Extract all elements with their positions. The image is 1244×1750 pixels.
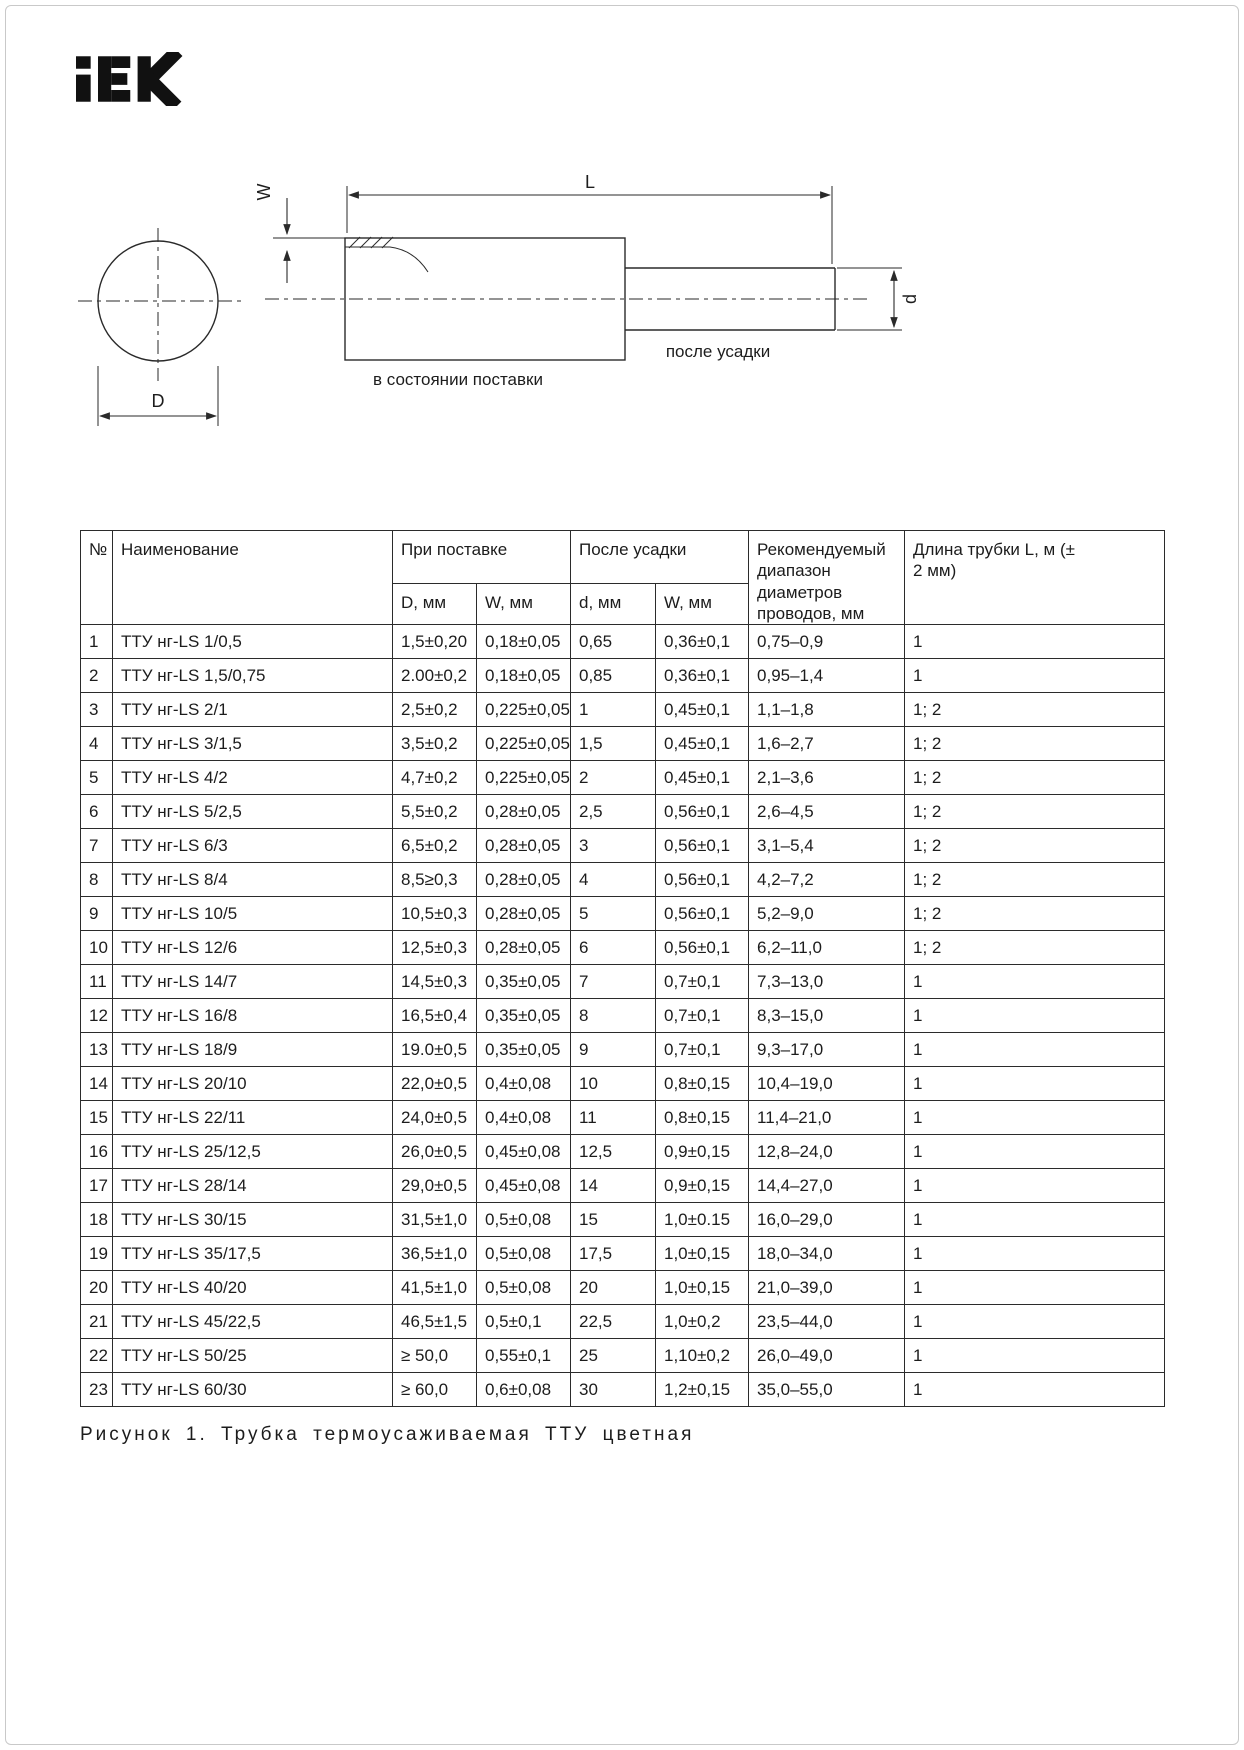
table-cell: 14,5±0,3 (393, 965, 477, 999)
table-row (81, 761, 1165, 795)
table-cell: 1,0±0,15 (656, 1271, 749, 1305)
table-cell: 0,5±0,08 (477, 1203, 571, 1237)
table-cell: 0,9±0,15 (656, 1135, 749, 1169)
table-row (81, 897, 1165, 931)
technical-drawing (70, 148, 950, 448)
table-cell: 2,5 (571, 795, 656, 829)
table-cell: 0,45±0,08 (477, 1135, 571, 1169)
table-row (81, 1271, 1165, 1305)
table-cell: 14 (571, 1169, 656, 1203)
table-cell: 0,7±0,1 (656, 965, 749, 999)
table-row (81, 1169, 1165, 1203)
table-cell: 46,5±1,5 (393, 1305, 477, 1339)
table-cell: 13 (81, 1033, 113, 1067)
table-cell: 2,1–3,6 (749, 761, 905, 795)
table-cell: 1; 2 (905, 693, 1165, 727)
table-cell: ТТУ нг-LS 14/7 (113, 965, 393, 999)
table-cell: 0,7±0,1 (656, 1033, 749, 1067)
table-cell: ≥ 60,0 (393, 1373, 477, 1407)
table-cell: 0,18±0,05 (477, 659, 571, 693)
table-cell: 0,6±0,08 (477, 1373, 571, 1407)
table-cell: 7 (571, 965, 656, 999)
table-cell: 0,45±0,1 (656, 727, 749, 761)
table-cell: 14,4–27,0 (749, 1169, 905, 1203)
table-cell: 0,45±0,08 (477, 1169, 571, 1203)
table-cell: 15 (81, 1101, 113, 1135)
table-cell: 6,5±0,2 (393, 829, 477, 863)
table-cell: 1 (905, 1101, 1165, 1135)
table-row (81, 625, 1165, 659)
col-header-D-mm: D, мм (393, 583, 477, 624)
table-cell: 1,10±0,2 (656, 1339, 749, 1373)
table-cell: 4,2–7,2 (749, 863, 905, 897)
table-cell: ТТУ нг-LS 20/10 (113, 1067, 393, 1101)
table-cell: 5 (81, 761, 113, 795)
col-header-range: Рекомендуемый диапазон диаметров проводов, мм (749, 531, 905, 625)
table-cell: 20 (571, 1271, 656, 1305)
table-cell: 23 (81, 1373, 113, 1407)
table-row (81, 693, 1165, 727)
table-cell: ТТУ нг-LS 28/14 (113, 1169, 393, 1203)
table-cell: 0,75–0,9 (749, 625, 905, 659)
table-row (81, 863, 1165, 897)
table-cell: 4 (81, 727, 113, 761)
table-cell: 8 (571, 999, 656, 1033)
table-cell: 0,4±0,08 (477, 1067, 571, 1101)
table-cell: ТТУ нг-LS 50/25 (113, 1339, 393, 1373)
table-cell: 1; 2 (905, 761, 1165, 795)
table-cell: 9 (571, 1033, 656, 1067)
table-cell: 2 (81, 659, 113, 693)
table-cell: 1,6–2,7 (749, 727, 905, 761)
table-cell: 0,18±0,05 (477, 625, 571, 659)
table-cell: 16 (81, 1135, 113, 1169)
table-cell: 1; 2 (905, 727, 1165, 761)
table-cell: ТТУ нг-LS 18/9 (113, 1033, 393, 1067)
table-cell: ТТУ нг-LS 3/1,5 (113, 727, 393, 761)
table-cell: 22,0±0,5 (393, 1067, 477, 1101)
table-cell: 4,7±0,2 (393, 761, 477, 795)
table-cell: 2 (571, 761, 656, 795)
table-cell: 1,5 (571, 727, 656, 761)
table-row (81, 829, 1165, 863)
table-cell: 3 (81, 693, 113, 727)
table-row (81, 1101, 1165, 1135)
table-cell: 1 (905, 625, 1165, 659)
table-cell: 0,35±0,05 (477, 999, 571, 1033)
table-row (81, 1203, 1165, 1237)
table-row (81, 999, 1165, 1033)
table-cell: 2,5±0,2 (393, 693, 477, 727)
table-cell: 0,56±0,1 (656, 863, 749, 897)
table-cell: 1,2±0,15 (656, 1373, 749, 1407)
table-cell: 6 (81, 795, 113, 829)
table-cell: 5 (571, 897, 656, 931)
table-cell: 0,56±0,1 (656, 897, 749, 931)
table-cell: 1 (905, 1237, 1165, 1271)
table-cell: 2,6–4,5 (749, 795, 905, 829)
table-cell: 1,1–1,8 (749, 693, 905, 727)
table-cell: 7 (81, 829, 113, 863)
table-cell: 0,28±0,05 (477, 829, 571, 863)
table-cell: 10 (81, 931, 113, 965)
table-cell: 12,8–24,0 (749, 1135, 905, 1169)
table-cell: 4 (571, 863, 656, 897)
table-cell: 1 (905, 1203, 1165, 1237)
table-cell: 0,35±0,05 (477, 965, 571, 999)
table-row (81, 1067, 1165, 1101)
dimension-d-label: d (900, 293, 920, 305)
table-cell: 1 (905, 999, 1165, 1033)
table-cell: ТТУ нг-LS 25/12,5 (113, 1135, 393, 1169)
table-cell: 0,4±0,08 (477, 1101, 571, 1135)
table-cell: 1; 2 (905, 863, 1165, 897)
table-cell: 0,225±0,05 (477, 693, 571, 727)
table-cell: 2.00±0,2 (393, 659, 477, 693)
after-shrink-label: после усадки (665, 342, 771, 361)
table-cell: 1; 2 (905, 795, 1165, 829)
table-cell: 1 (905, 965, 1165, 999)
table-cell: ТТУ нг-LS 2/1 (113, 693, 393, 727)
table-cell: 0,55±0,1 (477, 1339, 571, 1373)
table-cell: 0,45±0,1 (656, 761, 749, 795)
table-cell: 0,56±0,1 (656, 829, 749, 863)
table-cell: 6,2–11,0 (749, 931, 905, 965)
table-cell: 11 (571, 1101, 656, 1135)
table-cell: 20 (81, 1271, 113, 1305)
table-cell: 0,225±0,05 (477, 761, 571, 795)
table-cell: 18,0–34,0 (749, 1237, 905, 1271)
table-cell: 0,7±0,1 (656, 999, 749, 1033)
table-cell: 9 (81, 897, 113, 931)
table-cell: 1 (905, 1169, 1165, 1203)
table-cell: 17 (81, 1169, 113, 1203)
iek-logo (76, 52, 186, 106)
table-cell: 1 (905, 1033, 1165, 1067)
table-cell: 0,8±0,15 (656, 1067, 749, 1101)
end-view (78, 228, 242, 426)
table-cell: 0,65 (571, 625, 656, 659)
table-cell: 9,3–17,0 (749, 1033, 905, 1067)
table-cell: ТТУ нг-LS 1/0,5 (113, 625, 393, 659)
dimension-L-label: L (584, 172, 596, 192)
table-cell: 0,28±0,05 (477, 863, 571, 897)
table-cell: 1,0±0,15 (656, 1237, 749, 1271)
table-cell: 0,56±0,1 (656, 795, 749, 829)
table-cell: 10,4–19,0 (749, 1067, 905, 1101)
table-row (81, 1033, 1165, 1067)
table-cell: 10 (571, 1067, 656, 1101)
table-cell: 26,0±0,5 (393, 1135, 477, 1169)
table-cell: 1; 2 (905, 931, 1165, 965)
side-view (254, 172, 920, 389)
table-cell: 1 (905, 1067, 1165, 1101)
table-row (81, 1373, 1165, 1407)
iek-logo-mark (76, 52, 186, 106)
table-row (81, 1305, 1165, 1339)
table-cell: 24,0±0,5 (393, 1101, 477, 1135)
table-cell: 41,5±1,0 (393, 1271, 477, 1305)
table-cell: 0,225±0,05 (477, 727, 571, 761)
table-row (81, 659, 1165, 693)
table-cell: 11 (81, 965, 113, 999)
table-cell: 8,3–15,0 (749, 999, 905, 1033)
table-cell: ТТУ нг-LS 35/17,5 (113, 1237, 393, 1271)
table-cell: 0,36±0,1 (656, 659, 749, 693)
table-cell: 16,0–29,0 (749, 1203, 905, 1237)
table-cell: 12,5 (571, 1135, 656, 1169)
col-header-length-text: Длина трубки L, м (± 2 мм) (913, 540, 1075, 581)
table-cell: 15 (571, 1203, 656, 1237)
table-cell: ТТУ нг-LS 12/6 (113, 931, 393, 965)
table-cell: 17,5 (571, 1237, 656, 1271)
table-cell: ТТУ нг-LS 30/15 (113, 1203, 393, 1237)
table-cell: 0,5±0,1 (477, 1305, 571, 1339)
table-cell: 3,1–5,4 (749, 829, 905, 863)
table-cell: 1,0±0,2 (656, 1305, 749, 1339)
table-cell: 1 (905, 1135, 1165, 1169)
table-cell: 0,56±0,1 (656, 931, 749, 965)
table-cell: 0,5±0,08 (477, 1271, 571, 1305)
spec-table (80, 530, 1165, 1407)
table-cell: 22 (81, 1339, 113, 1373)
table-cell: 0,8±0,15 (656, 1101, 749, 1135)
table-row (81, 795, 1165, 829)
table-cell: 0,85 (571, 659, 656, 693)
inner-wall-flare (345, 247, 428, 272)
table-cell: 10,5±0,3 (393, 897, 477, 931)
table-row (81, 727, 1165, 761)
table-cell: ТТУ нг-LS 4/2 (113, 761, 393, 795)
table-row (81, 1237, 1165, 1271)
table-row (81, 931, 1165, 965)
table-cell: 1 (571, 693, 656, 727)
table-cell: 25 (571, 1339, 656, 1373)
table-cell: ТТУ нг-LS 22/11 (113, 1101, 393, 1135)
table-cell: 7,3–13,0 (749, 965, 905, 999)
col-header-length (905, 531, 1165, 625)
table-cell: 29,0±0,5 (393, 1169, 477, 1203)
table-cell: 21 (81, 1305, 113, 1339)
table-cell: 22,5 (571, 1305, 656, 1339)
spec-table-header (81, 531, 1165, 625)
table-cell: 16,5±0,4 (393, 999, 477, 1033)
col-header-d-mm: d, мм (571, 583, 656, 624)
figure-caption: Рисунок 1. Трубка термоусаживаемая ТТУ цветная (80, 1424, 695, 1445)
col-header-delivery: При поставке (393, 531, 571, 584)
col-header-num: № (81, 531, 113, 625)
table-cell: 19.0±0,5 (393, 1033, 477, 1067)
table-cell: 1 (905, 659, 1165, 693)
table-cell: ТТУ нг-LS 16/8 (113, 999, 393, 1033)
table-cell: 11,4–21,0 (749, 1101, 905, 1135)
spec-table-body (81, 625, 1165, 1407)
table-cell: 8 (81, 863, 113, 897)
table-cell: 0,28±0,05 (477, 795, 571, 829)
table-cell: 0,28±0,05 (477, 931, 571, 965)
table-cell: 21,0–39,0 (749, 1271, 905, 1305)
table-cell: 0,28±0,05 (477, 897, 571, 931)
table-cell: ТТУ нг-LS 60/30 (113, 1373, 393, 1407)
dimension-W-label: W (254, 183, 274, 201)
col-header-W-mm: W, мм (477, 583, 571, 624)
table-cell: 1 (905, 1305, 1165, 1339)
table-cell: 36,5±1,0 (393, 1237, 477, 1271)
table-row (81, 965, 1165, 999)
table-cell: 18 (81, 1203, 113, 1237)
table-cell: 0,5±0,08 (477, 1237, 571, 1271)
table-cell: 5,5±0,2 (393, 795, 477, 829)
table-cell: 12,5±0,3 (393, 931, 477, 965)
table-cell: 0,35±0,05 (477, 1033, 571, 1067)
table-cell: ТТУ нг-LS 8/4 (113, 863, 393, 897)
table-cell: 14 (81, 1067, 113, 1101)
table-cell: 0,9±0,15 (656, 1169, 749, 1203)
table-cell: ТТУ нг-LS 40/20 (113, 1271, 393, 1305)
table-cell: 1 (905, 1373, 1165, 1407)
table-cell: 1 (905, 1339, 1165, 1373)
col-header-after-shrink: После усадки (571, 531, 749, 584)
table-cell: 19 (81, 1237, 113, 1271)
table-cell: 1 (81, 625, 113, 659)
table-cell: 3,5±0,2 (393, 727, 477, 761)
dimension-D-label: D (151, 391, 165, 411)
table-cell: ТТУ нг-LS 6/3 (113, 829, 393, 863)
col-header-W2-mm: W, мм (656, 583, 749, 624)
table-row (81, 1135, 1165, 1169)
table-cell: 1,0±0.15 (656, 1203, 749, 1237)
supplied-state-label: в состоянии поставки (373, 370, 543, 389)
table-cell: 3 (571, 829, 656, 863)
table-cell: ТТУ нг-LS 45/22,5 (113, 1305, 393, 1339)
table-cell: ТТУ нг-LS 10/5 (113, 897, 393, 931)
table-cell: 30 (571, 1373, 656, 1407)
table-cell: 0,36±0,1 (656, 625, 749, 659)
table-cell: 6 (571, 931, 656, 965)
table-cell: 26,0–49,0 (749, 1339, 905, 1373)
table-cell: ≥ 50,0 (393, 1339, 477, 1373)
table-cell: 12 (81, 999, 113, 1033)
table-cell: 5,2–9,0 (749, 897, 905, 931)
table-cell: 1 (905, 1271, 1165, 1305)
table-cell: 23,5–44,0 (749, 1305, 905, 1339)
table-cell: ТТУ нг-LS 5/2,5 (113, 795, 393, 829)
table-cell: 1,5±0,20 (393, 625, 477, 659)
table-cell: 1; 2 (905, 897, 1165, 931)
table-cell: 31,5±1,0 (393, 1203, 477, 1237)
table-cell: 35,0–55,0 (749, 1373, 905, 1407)
table-cell: 0,45±0,1 (656, 693, 749, 727)
table-row (81, 1339, 1165, 1373)
col-header-name: Наименование (113, 531, 393, 625)
table-cell: 1; 2 (905, 829, 1165, 863)
table-cell: ТТУ нг-LS 1,5/0,75 (113, 659, 393, 693)
table-cell: 0,95–1,4 (749, 659, 905, 693)
table-cell: 8,5≥0,3 (393, 863, 477, 897)
